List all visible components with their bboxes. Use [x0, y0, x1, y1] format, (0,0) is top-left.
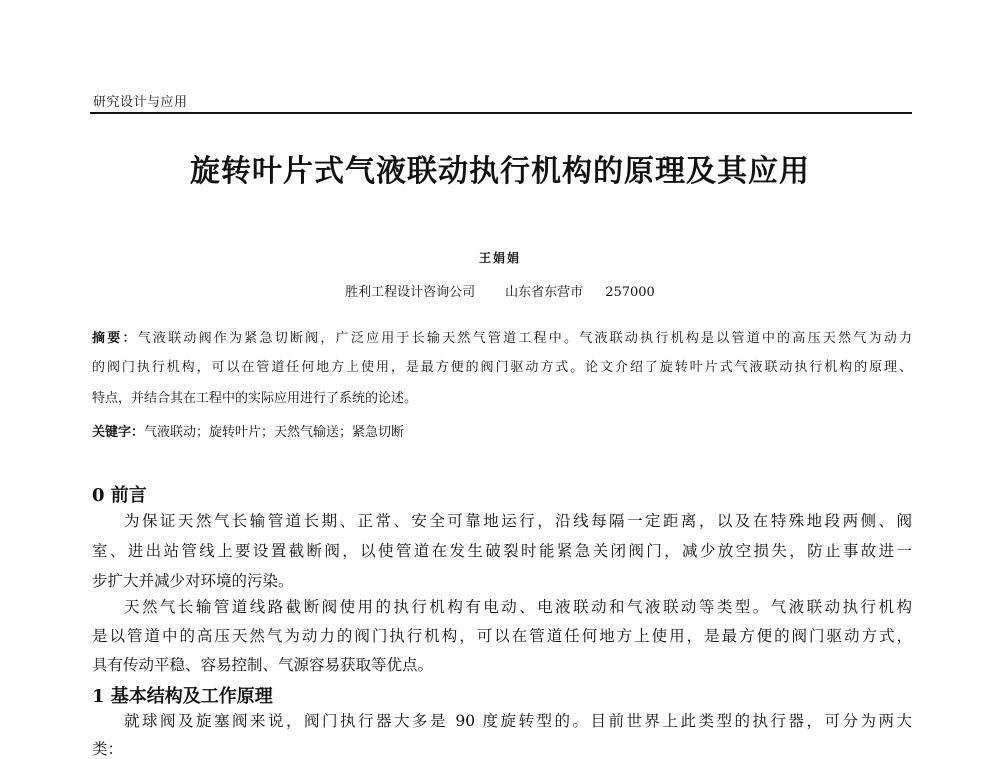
running-head: 研究设计与应用 — [93, 95, 188, 110]
paragraph-line: 步扩大并减少对环境的污染。 — [92, 572, 294, 590]
abstract-line: 摘要：气液联动阀作为紧急切断阀，广泛应用于长输天然气管道工程中。气液联动执行机构是以管道中的高压天然气为动力 — [92, 331, 912, 346]
paragraph-line: 为保证天然气长输管道长期、正常、安全可靠地运行，沿线每隔一定距离，以及在特殊地段两侧、阀 — [124, 512, 912, 530]
section-heading: 1 基本结构及工作原理 — [92, 686, 273, 707]
keywords-line — [92, 425, 912, 441]
paragraph-line: 就球阀及旋塞阀来说，阀门执行器大多是 90 度旋转型的。目前世界上此类型的执行器，可分为两大 — [124, 712, 912, 730]
abstract-label: 摘要： — [92, 331, 138, 346]
paragraph-line: 天然气长输管道线路截断阀使用的执行机构有电动、电液联动和气液联动等类型。气液联动执行机构 — [124, 598, 912, 616]
section-heading: 0 前言 — [92, 485, 147, 506]
affiliation-place: 山东省东营市 — [505, 285, 584, 300]
paragraph-line: 类： — [92, 740, 124, 758]
article-title: 旋转叶片式气液联动执行机构的原理及其应用 — [190, 154, 810, 189]
paragraph-line: 是以管道中的高压天然气为动力的阀门执行机构，可以在管道任何地方上使用，是最方便的阀门驱动方式， — [92, 627, 912, 645]
abstract-line: 特点，并结合其在工程中的实际应用进行了系统的论述。 — [92, 391, 418, 406]
author-name: 王娟娟 — [478, 251, 521, 265]
author-affiliation — [0, 281, 1000, 300]
abstract-line: 的阀门执行机构，可以在管道任何地方上使用，是最方便的阀门驱动方式。论文介绍了旋转叶片式气液联动执行机构的原理、 — [92, 360, 912, 375]
keywords-label: 关键字： — [92, 425, 145, 440]
affiliation-org: 胜利工程设计咨询公司 — [345, 285, 476, 300]
paragraph-line: 室、进出站管线上要设置截断阀，以使管道在发生破裂时能紧急关闭阀门，减少放空损失，防止事故进一 — [92, 542, 912, 560]
keywords-text: 气液联动；旋转叶片；天然气输送；紧急切断 — [144, 425, 405, 440]
header-rule — [90, 112, 912, 114]
paragraph-line: 具有传动平稳、容易控制、气源容易获取等优点。 — [92, 656, 434, 674]
affiliation-postcode: 257000 — [605, 285, 655, 300]
